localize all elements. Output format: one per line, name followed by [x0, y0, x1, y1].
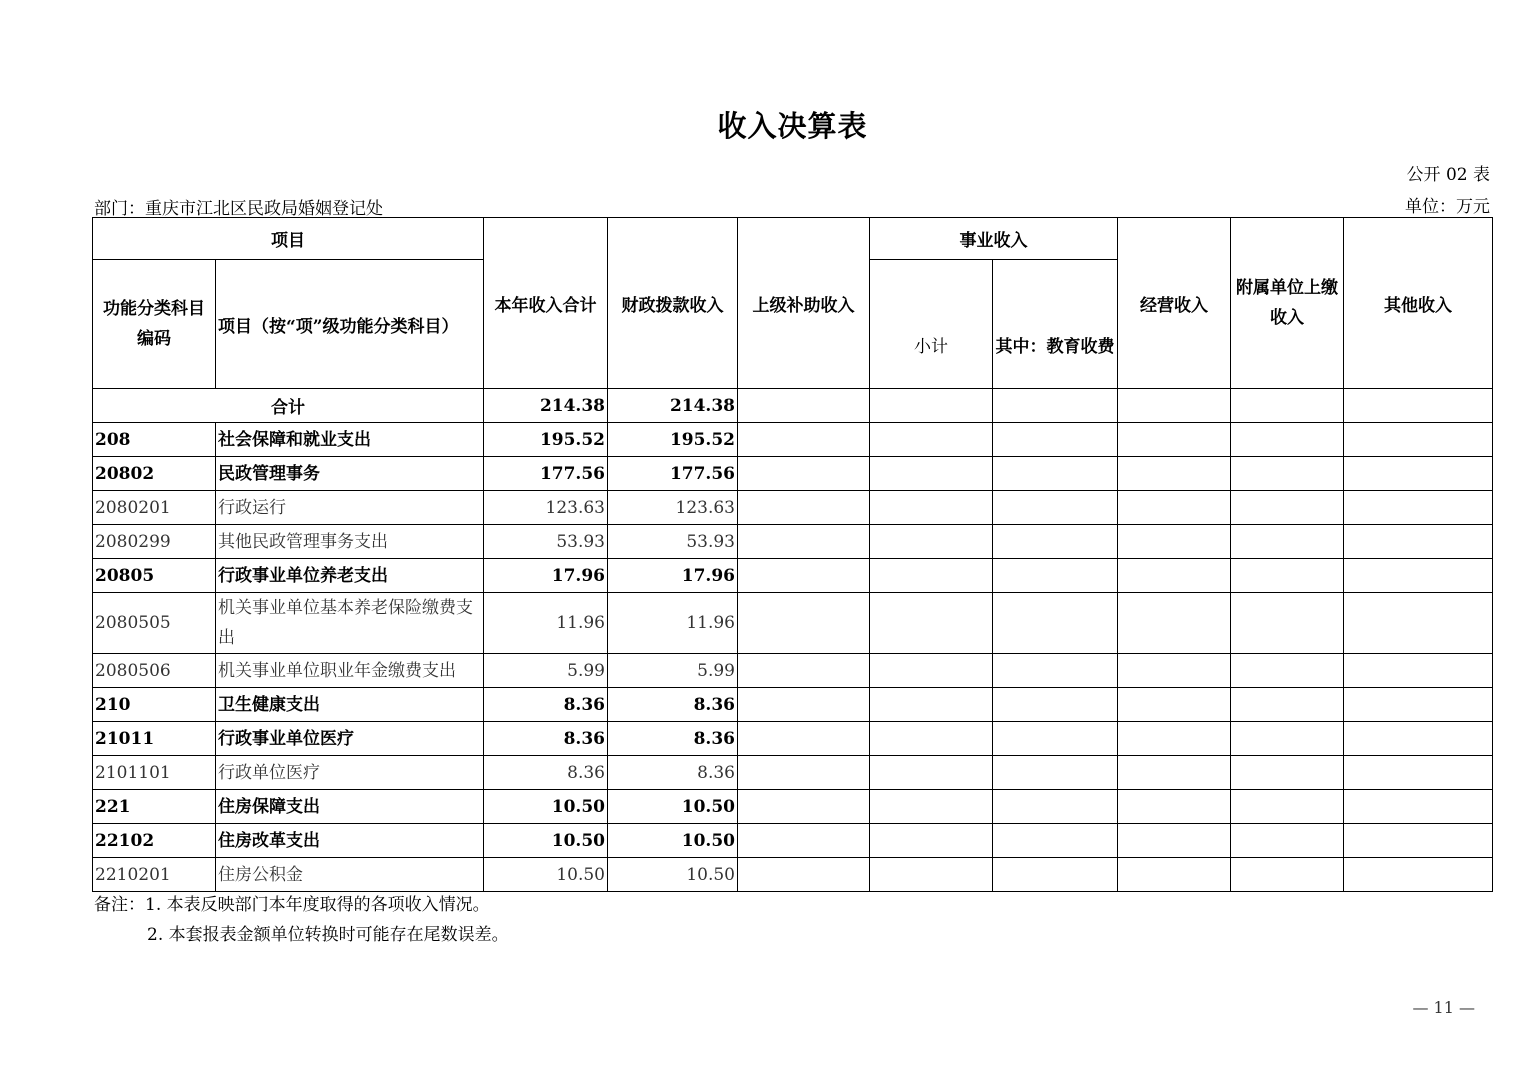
row-name: 行政单位医疗: [216, 756, 484, 790]
table-row: [93, 790, 1493, 824]
empty-cell: [1231, 824, 1344, 858]
row-name: 行政事业单位医疗: [216, 722, 484, 756]
empty-cell: [1344, 756, 1493, 790]
empty-cell: [1231, 756, 1344, 790]
page-number: — 11 —: [1412, 998, 1475, 1017]
row-name: 行政运行: [216, 491, 484, 525]
row-code: 22102: [93, 824, 216, 858]
empty-cell: [993, 688, 1118, 722]
row-fiscal: 123.63: [608, 491, 738, 525]
empty-cell: [738, 457, 870, 491]
empty-cell: [1118, 593, 1231, 654]
table-row: [93, 688, 1493, 722]
empty-cell: [1118, 790, 1231, 824]
empty-cell: [993, 756, 1118, 790]
row-fiscal: 10.50: [608, 824, 738, 858]
empty-cell: [1231, 688, 1344, 722]
table-row: [93, 824, 1493, 858]
empty-cell: [1231, 593, 1344, 654]
department-label: 部门：重庆市江北区民政局婚姻登记处: [94, 199, 383, 219]
empty-cell: [1231, 491, 1344, 525]
row-name: 住房改革支出: [216, 824, 484, 858]
row-name: 卫生健康支出: [216, 688, 484, 722]
empty-cell: [993, 423, 1118, 457]
header-project-name: 项目（按“项”级功能分类科目）: [216, 260, 484, 389]
total-income-value: 214.38: [484, 389, 608, 423]
row-total-income: 8.36: [484, 722, 608, 756]
empty-cell: [993, 389, 1118, 423]
empty-cell: [1344, 688, 1493, 722]
empty-cell: [870, 688, 993, 722]
row-total-income: 11.96: [484, 593, 608, 654]
total-fiscal-value: 214.38: [608, 389, 738, 423]
total-label: 合计: [93, 389, 484, 423]
header-business-income: 事业收入: [870, 218, 1118, 260]
empty-cell: [1231, 457, 1344, 491]
empty-cell: [738, 491, 870, 525]
row-name: 住房公积金: [216, 858, 484, 892]
row-fiscal: 17.96: [608, 559, 738, 593]
row-total-income: 17.96: [484, 559, 608, 593]
empty-cell: [1118, 858, 1231, 892]
notes: [94, 890, 509, 950]
empty-cell: [1118, 525, 1231, 559]
empty-cell: [1118, 389, 1231, 423]
table-row: [93, 491, 1493, 525]
empty-cell: [1231, 559, 1344, 593]
row-name: 机关事业单位基本养老保险缴费支出: [216, 593, 484, 654]
row-code: 2080299: [93, 525, 216, 559]
empty-cell: [870, 790, 993, 824]
row-fiscal: 195.52: [608, 423, 738, 457]
empty-cell: [870, 858, 993, 892]
header-func-code: 功能分类科目编码: [93, 260, 216, 389]
empty-cell: [993, 858, 1118, 892]
row-fiscal: 10.50: [608, 858, 738, 892]
empty-cell: [870, 525, 993, 559]
empty-cell: [738, 756, 870, 790]
row-name: 其他民政管理事务支出: [216, 525, 484, 559]
empty-cell: [870, 491, 993, 525]
empty-cell: [738, 654, 870, 688]
row-fiscal: 5.99: [608, 654, 738, 688]
row-fiscal: 8.36: [608, 688, 738, 722]
empty-cell: [1344, 423, 1493, 457]
empty-cell: [870, 457, 993, 491]
empty-cell: [1231, 389, 1344, 423]
empty-cell: [1118, 756, 1231, 790]
row-name: 机关事业单位职业年金缴费支出: [216, 654, 484, 688]
empty-cell: [1344, 491, 1493, 525]
table-row: [93, 525, 1493, 559]
row-code: 208: [93, 423, 216, 457]
row-fiscal: 8.36: [608, 722, 738, 756]
header-fiscal: 财政拨款收入: [608, 218, 738, 389]
row-total-income: 8.36: [484, 688, 608, 722]
header-superior-subsidy: 上级补助收入: [738, 218, 870, 389]
row-total-income: 195.52: [484, 423, 608, 457]
empty-cell: [993, 491, 1118, 525]
table-row: [93, 593, 1493, 654]
empty-cell: [738, 824, 870, 858]
row-code: 210: [93, 688, 216, 722]
header-project: 项目: [93, 218, 484, 260]
header-total-income: 本年收入合计: [484, 218, 608, 389]
empty-cell: [870, 756, 993, 790]
empty-cell: [1344, 824, 1493, 858]
header-affiliated: 附属单位上缴收入: [1231, 218, 1344, 389]
empty-cell: [1344, 525, 1493, 559]
empty-cell: [738, 722, 870, 756]
empty-cell: [993, 593, 1118, 654]
header-other: 其他收入: [1344, 218, 1493, 389]
row-total-income: 5.99: [484, 654, 608, 688]
table-row: [93, 457, 1493, 491]
empty-cell: [870, 824, 993, 858]
form-code: 公开 02 表: [1406, 165, 1490, 185]
total-row: [93, 389, 1493, 423]
row-total-income: 123.63: [484, 491, 608, 525]
table-row: [93, 654, 1493, 688]
empty-cell: [1118, 654, 1231, 688]
table-row: [93, 722, 1493, 756]
empty-cell: [1118, 491, 1231, 525]
header-subtotal: 小计: [870, 260, 993, 389]
empty-cell: [1231, 423, 1344, 457]
empty-cell: [1344, 593, 1493, 654]
empty-cell: [1231, 654, 1344, 688]
row-code: 2080201: [93, 491, 216, 525]
row-code: 20805: [93, 559, 216, 593]
empty-cell: [870, 593, 993, 654]
empty-cell: [1344, 457, 1493, 491]
empty-cell: [870, 389, 993, 423]
table-row: [93, 423, 1493, 457]
row-total-income: 53.93: [484, 525, 608, 559]
row-name: 行政事业单位养老支出: [216, 559, 484, 593]
row-name: 社会保障和就业支出: [216, 423, 484, 457]
table-row: [93, 559, 1493, 593]
empty-cell: [738, 593, 870, 654]
empty-cell: [1344, 654, 1493, 688]
table-row: [93, 858, 1493, 892]
empty-cell: [738, 525, 870, 559]
row-code: 21011: [93, 722, 216, 756]
empty-cell: [1344, 790, 1493, 824]
empty-cell: [993, 790, 1118, 824]
empty-cell: [870, 654, 993, 688]
empty-cell: [738, 688, 870, 722]
row-fiscal: 177.56: [608, 457, 738, 491]
empty-cell: [1118, 824, 1231, 858]
row-code: 2080505: [93, 593, 216, 654]
empty-cell: [1118, 423, 1231, 457]
header-operating: 经营收入: [1118, 218, 1231, 389]
row-total-income: 177.56: [484, 457, 608, 491]
row-fiscal: 53.93: [608, 525, 738, 559]
row-total-income: 10.50: [484, 790, 608, 824]
empty-cell: [1118, 688, 1231, 722]
empty-cell: [1344, 858, 1493, 892]
row-total-income: 8.36: [484, 756, 608, 790]
row-name: 住房保障支出: [216, 790, 484, 824]
row-code: 2080506: [93, 654, 216, 688]
header-education-fee: 其中：教育收费: [993, 260, 1118, 389]
empty-cell: [1231, 525, 1344, 559]
row-fiscal: 10.50: [608, 790, 738, 824]
note-line-2: 2. 本套报表金额单位转换时可能存在尾数误差。: [147, 925, 509, 945]
empty-cell: [993, 722, 1118, 756]
empty-cell: [993, 559, 1118, 593]
empty-cell: [1118, 722, 1231, 756]
empty-cell: [738, 423, 870, 457]
empty-cell: [738, 790, 870, 824]
empty-cell: [1344, 559, 1493, 593]
row-code: 221: [93, 790, 216, 824]
income-table: [92, 217, 1493, 892]
empty-cell: [738, 559, 870, 593]
row-total-income: 10.50: [484, 824, 608, 858]
empty-cell: [1231, 722, 1344, 756]
row-fiscal: 11.96: [608, 593, 738, 654]
row-code: 2101101: [93, 756, 216, 790]
empty-cell: [870, 722, 993, 756]
empty-cell: [1231, 790, 1344, 824]
note-line-1: 备注：1. 本表反映部门本年度取得的各项收入情况。: [94, 895, 490, 915]
empty-cell: [1344, 389, 1493, 423]
empty-cell: [993, 525, 1118, 559]
table-row: [93, 756, 1493, 790]
unit-label: 单位：万元: [1405, 197, 1490, 217]
empty-cell: [1118, 559, 1231, 593]
empty-cell: [1344, 722, 1493, 756]
empty-cell: [738, 858, 870, 892]
row-fiscal: 8.36: [608, 756, 738, 790]
row-code: 20802: [93, 457, 216, 491]
empty-cell: [993, 457, 1118, 491]
empty-cell: [1231, 858, 1344, 892]
empty-cell: [993, 824, 1118, 858]
page-title: 收入决算表: [717, 109, 868, 143]
empty-cell: [870, 559, 993, 593]
empty-cell: [870, 423, 993, 457]
empty-cell: [993, 654, 1118, 688]
row-total-income: 10.50: [484, 858, 608, 892]
empty-cell: [738, 389, 870, 423]
row-code: 2210201: [93, 858, 216, 892]
row-name: 民政管理事务: [216, 457, 484, 491]
empty-cell: [1118, 457, 1231, 491]
